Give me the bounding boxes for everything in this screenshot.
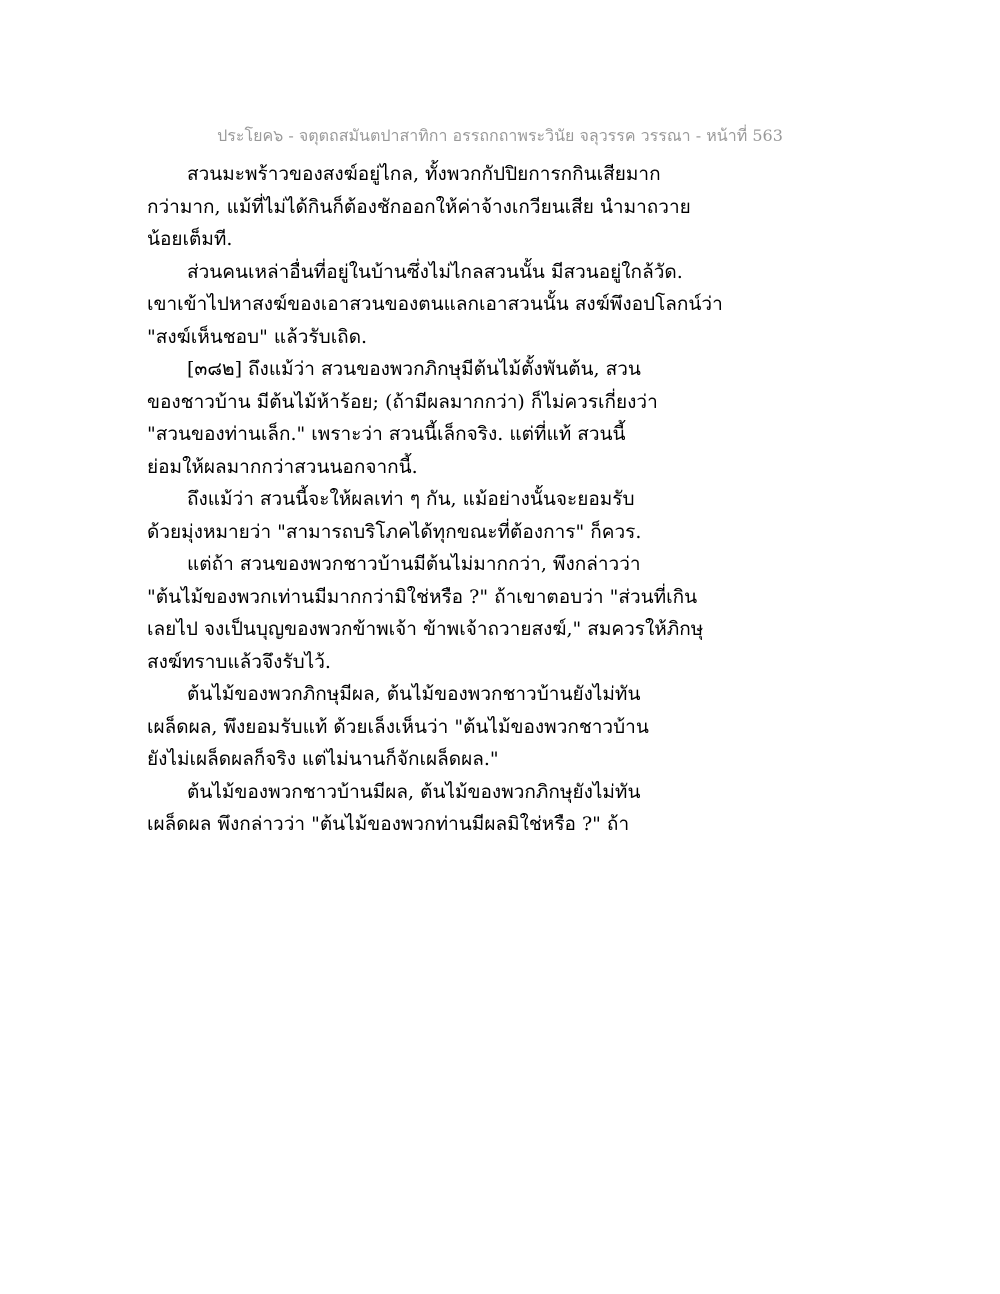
text-line: "สงฆ์เห็นชอบ" แล้วรับเถิด. [147, 325, 368, 348]
text-line: เขาเข้าไปหาสงฆ์ของเอาสวนของตนแลกเอาสวนนั้น สงฆ์พึงอปโลกน์ว่า [147, 293, 723, 315]
text-line: ย่อมให้ผลมากกว่าสวนนอกจากนี้. [147, 455, 418, 478]
text-line: แต่ถ้า สวนของพวกชาวบ้านมีต้นไม่มากกว่า, พึงกล่าวว่า [187, 553, 641, 575]
text-line: ต้นไม้ของพวกภิกษุมีผล, ต้นไม้ของพวกชาวบ้านยังไม่ทัน [187, 683, 641, 705]
text-line: สงฆ์ทราบแล้วจึงรับไว้. [147, 650, 331, 673]
text-line: ส่วนคนเหล่าอื่นที่อยู่ในบ้านซึ่งไม่ไกลสวนนั้น มีสวนอยู่ใกล้วัด. [187, 260, 683, 283]
text-line: น้อยเต็มที. [147, 228, 233, 250]
text-line: สวนมะพร้าวของสงฆ์อยู่ไกล, ทั้งพวกกัปปิยการกกินเสียมาก [187, 163, 661, 185]
text-line: ด้วยมุ่งหมายว่า "สามารถบริโภคได้ทุกขณะที่ต้องการ" ก็ควร. [147, 520, 642, 543]
text-line: เลยไป จงเป็นบุญของพวกข้าพเจ้า ข้าพเจ้าถวายสงฆ์," สมควรให้ภิกษุ [147, 618, 704, 640]
body-text [147, 158, 867, 841]
text-line: "ต้นไม้ของพวกเท่านมีมากกว่ามิใช่หรือ ?" ถ้าเขาตอบว่า "ส่วนที่เกิน [147, 585, 698, 608]
text-line: ต้นไม้ของพวกชาวบ้านมีผล, ต้นไม้ของพวกภิกษุยังไม่ทัน [187, 780, 641, 803]
text-line: กว่ามาก, แม้ที่ไม่ได้กินก็ต้องชักออกให้ค่าจ้างเกวียนเสีย นำมาถวาย [147, 195, 691, 218]
text-line: [๓๘๒] ถึงแม้ว่า สวนของพวกภิกษุมีต้นไม้ตั้งพันต้น, สวน [187, 358, 641, 380]
text-line: เผล็ดผล, พึงยอมรับแท้ ด้วยเล็งเห็นว่า "ต้นไม้ของพวกชาวบ้าน [147, 715, 649, 738]
text-line: ของชาวบ้าน มีต้นไม้ห้าร้อย; (ถ้ามีผลมากกว่า) ก็ไม่ควรเกี่ยงว่า [147, 390, 658, 413]
text-line: "สวนของท่านเล็ก." เพราะว่า สวนนี้เล็กจริง. แต่ที่แท้ สวนนี้ [147, 423, 626, 445]
text-line: เผล็ดผล พึงกล่าวว่า "ต้นไม้ของพวกท่านมีผลมิใช่หรือ ?" ถ้า [147, 813, 630, 835]
page-header: ประโยค๖ - จตุตถสมันตปาสาทิกา อรรถกถาพระวินัย จลุวรรค วรรณา - หน้าที่ 563 [217, 126, 783, 145]
text-line: ถึงแม้ว่า สวนนี้จะให้ผลเท่า ๆ กัน, แม้อย่างนั้นจะยอมรับ [187, 488, 635, 510]
text-line: ยังไม่เผล็ดผลก็จริง แต่ไม่นานก็จักเผล็ดผล." [147, 748, 499, 770]
